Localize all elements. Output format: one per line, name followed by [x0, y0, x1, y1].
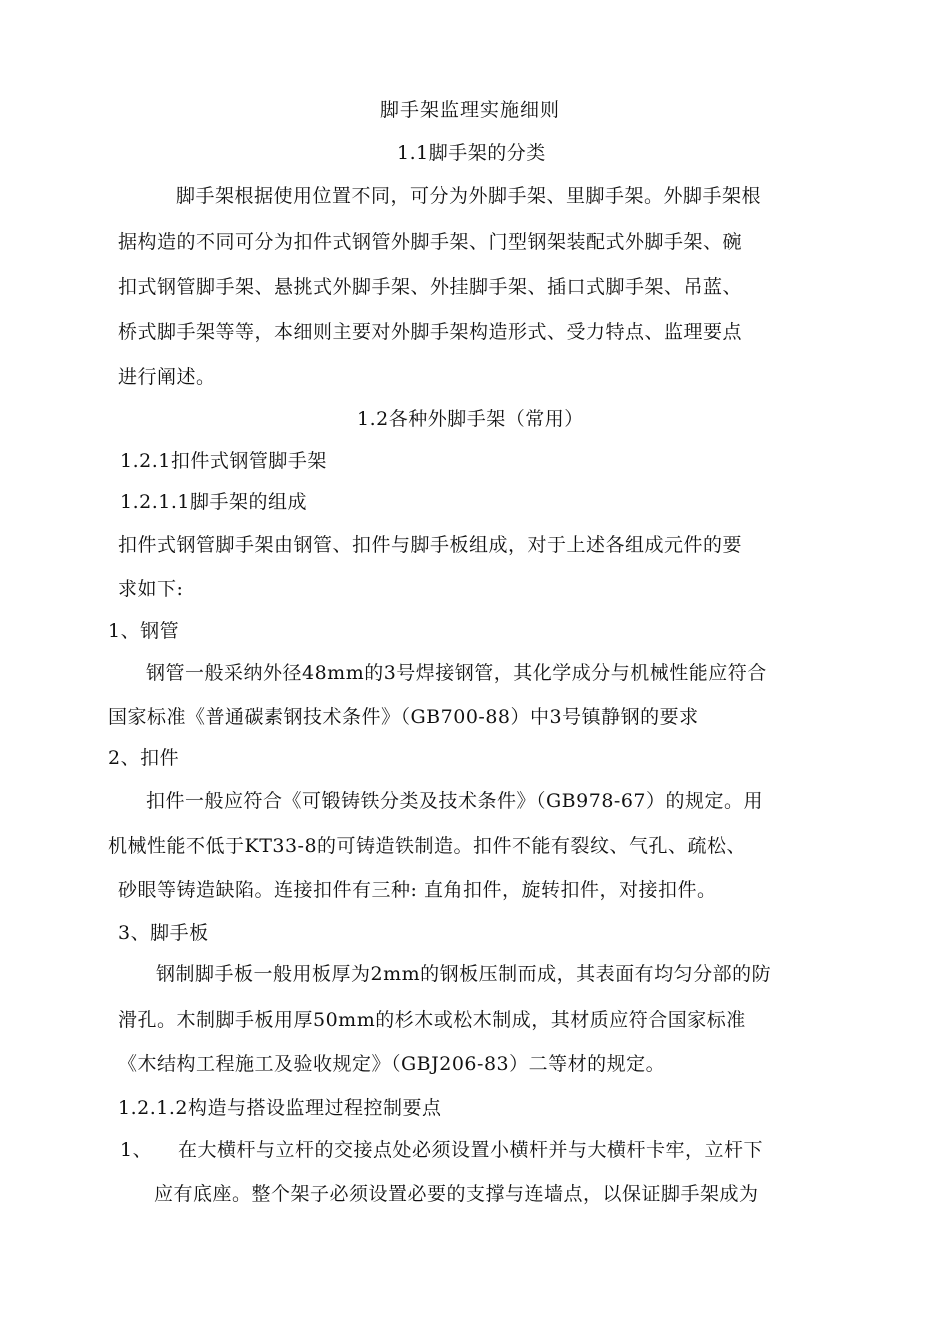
paragraph-line: 钢管一般采纳外径48mm的3号焊接钢管，其化学成分与机械性能应符合	[146, 662, 767, 684]
paragraph-line: 国家标准《普通碳素钢技术条件》（GB700-88）中3号镇静钢的要求	[108, 706, 699, 728]
paragraph-line: 桥式脚手架等等，本细则主要对外脚手架构造形式、受力特点、监理要点	[118, 321, 743, 343]
document-title: 脚手架监理实施细则	[380, 99, 561, 121]
subsection-1-2-1-1-heading: 1.2.1.1脚手架的组成	[120, 491, 307, 513]
paragraph-line: 进行阐述。	[118, 366, 216, 388]
list-item-label: 1、钢管	[108, 620, 180, 642]
paragraph-line: 《木结构工程施工及验收规定》（GBJ206-83）二等材的规定。	[118, 1053, 666, 1075]
paragraph-line: 扣件一般应符合《可锻铸铁分类及技术条件》（GB978-67）的规定。用	[146, 790, 764, 812]
paragraph-line: 求如下:	[118, 578, 184, 600]
paragraph-line: 应有底座。整个架子必须设置必要的支撑与连墙点，以保证脚手架成为	[154, 1183, 759, 1205]
paragraph-line: 机械性能不低于KT33-8的可铸造铁制造。扣件不能有裂纹、气孔、疏松、	[108, 835, 747, 857]
paragraph-line: 扣式钢管脚手架、悬挑式外脚手架、外挂脚手架、插口式脚手架、吊蓝、	[118, 276, 743, 298]
paragraph-line: 脚手架根据使用位置不同，可分为外脚手架、里脚手架。外脚手架根	[176, 185, 762, 207]
list-item-label: 3、脚手板	[118, 922, 209, 944]
list-item-label: 2、扣件	[108, 747, 180, 769]
paragraph-line: 砂眼等铸造缺陷。连接扣件有三种: 直角扣件，旋转扣件，对接扣件。	[118, 879, 717, 901]
section-1-1-heading: 1.1脚手架的分类	[397, 142, 546, 164]
paragraph-line: 据构造的不同可分为扣件式钢管外脚手架、门型钢架装配式外脚手架、碗	[118, 231, 743, 253]
paragraph-line: 滑孔。木制脚手板用厚50mm的杉木或松木制成，其材质应符合国家标准	[118, 1009, 746, 1031]
control-point-number: 1、	[120, 1139, 153, 1161]
paragraph-line: 扣件式钢管脚手架由钢管、扣件与脚手板组成，对于上述各组成元件的要	[118, 534, 743, 556]
subsection-1-2-1-2-heading: 1.2.1.2构造与搭设监理过程控制要点	[118, 1097, 442, 1119]
paragraph-line: 在大横杆与立杆的交接点处必须设置小横杆并与大横杆卡牢，立杆下	[178, 1139, 764, 1161]
section-1-2-heading: 1.2各种外脚手架（常用）	[357, 408, 584, 430]
subsection-1-2-1-heading: 1.2.1扣件式钢管脚手架	[120, 450, 327, 472]
paragraph-line: 钢制脚手板一般用板厚为2mm的钢板压制而成，其表面有均匀分部的防	[156, 963, 772, 985]
